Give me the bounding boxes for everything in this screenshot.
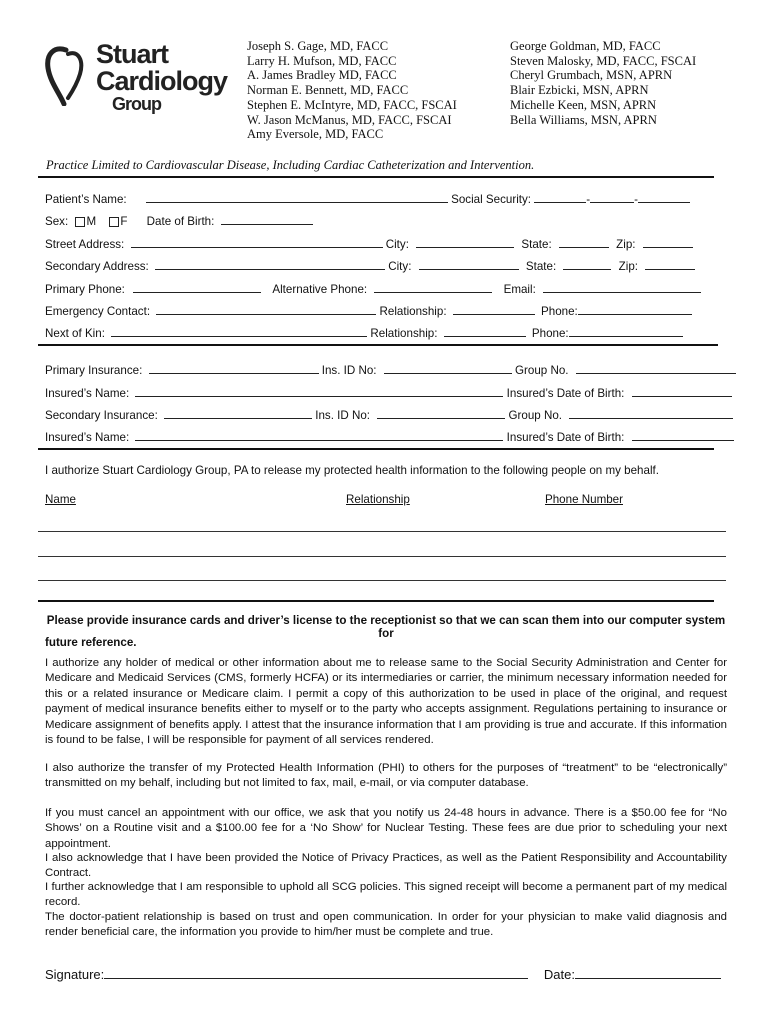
phone-label-2: Phone: <box>531 327 569 340</box>
signature-row <box>45 964 721 982</box>
ssn-field-2[interactable] <box>590 190 634 203</box>
email-field[interactable] <box>543 280 701 293</box>
doctor-name-left-2: Larry H. Mufson, MD, FACC <box>247 53 397 68</box>
zip-field-2[interactable] <box>645 257 695 270</box>
people-header-relationship: Relationship <box>346 493 410 506</box>
city-label: City: <box>385 238 409 251</box>
paragraph-privacy: I also acknowledge that I have been provided the Notice of Privacy Practices, as well as the Patient Responsibility and Accountability Contract. <box>45 852 727 880</box>
person-line-2[interactable] <box>38 556 726 557</box>
kin-row <box>45 324 683 340</box>
doctor-list-right <box>510 39 696 127</box>
ins-id-label-2: Ins. ID No: <box>315 409 371 422</box>
paragraph-cancellation: If you must cancel an appointment with our office, we ask that you notify us 24-48 hours in advance. There is a $50.00 fee for “No Shows’ on a Routine visit and a $100.00 fee for a ‘No Show’ for Nuclear Testing. These fees are due prior to scheduling your next appointment. <box>45 807 727 850</box>
paragraph-phi-transfer: I also authorize the transfer of my Protected Health Information (PHI) to others for the purposes of “treatment” to be “electronically” transmitted on my behalf, including but not limited to fax, mail, e-mail, or via computer database. <box>45 762 727 790</box>
divider <box>38 344 718 346</box>
primary-insurance-field[interactable] <box>149 361 319 374</box>
date-label: Date: <box>543 967 575 982</box>
insured-dob-label-2: Insured’s Date of Birth: <box>506 431 625 444</box>
paragraph-relationship: The doctor-patient relationship is based on trust and open communication. In order for your physician to make valid diagnosis and render beneficial care, the information you provide to him/her must be complete and true. <box>45 911 727 939</box>
divider <box>38 448 714 450</box>
secondary-insurance-row <box>45 406 733 422</box>
authorize-people-text: I authorize Stuart Cardiology Group, PA to release my protected health information to the following people on my behalf. <box>45 464 659 477</box>
ssn-field-1[interactable] <box>534 190 586 203</box>
insured-name-field-2[interactable] <box>135 428 503 441</box>
heart-logo-icon <box>44 44 84 106</box>
doctor-name-left-1: Joseph S. Gage, MD, FACC <box>247 39 389 53</box>
street-row <box>45 235 693 251</box>
insured-name-field[interactable] <box>135 384 503 397</box>
logo-word-1: Stuart <box>96 39 169 69</box>
male-checkbox[interactable] <box>75 217 85 227</box>
city-label-2: City: <box>388 260 412 273</box>
paragraph-policies: I further acknowledge that I am responsible to uphold all SCG policies. This signed receipt will become a permanent part of my medical record. <box>45 881 727 909</box>
phone-label: Phone: <box>541 305 578 318</box>
logo-word-3: Group <box>112 94 161 114</box>
insured-name-row-2 <box>45 428 734 444</box>
ins-id-field-2[interactable] <box>377 406 505 419</box>
doctor-name-right-2: Steven Malosky, MD, FACC, FSCAI <box>510 53 697 68</box>
emergency-label: Emergency Contact: <box>45 305 151 318</box>
alt-phone-field[interactable] <box>374 280 492 293</box>
practice-tagline: Practice Limited to Cardiovascular Disease, Including Cardiac Catheterization and Intervention. <box>46 158 535 172</box>
person-line-1[interactable] <box>38 531 726 532</box>
person-line-3[interactable] <box>38 580 726 581</box>
signature-label: Signature: <box>45 967 105 982</box>
zip-field[interactable] <box>643 235 693 248</box>
insured-dob-field-2[interactable] <box>632 428 734 441</box>
state-label-2: State: <box>525 260 557 273</box>
state-field-2[interactable] <box>563 257 611 270</box>
doctor-name-left-7: Amy Eversole, MD, FACC <box>247 127 384 142</box>
kin-label: Next of Kin: <box>45 327 105 340</box>
doctor-list-left <box>247 39 457 142</box>
relationship-label: Relationship: <box>379 305 447 318</box>
street-label: Street Address: <box>45 238 125 251</box>
kin-field[interactable] <box>111 324 367 337</box>
group-label: Group No. <box>515 364 569 377</box>
doctor-name-right-1: George Goldman, MD, FACC <box>510 39 661 53</box>
city-field[interactable] <box>416 235 514 248</box>
logo-word-2: Cardiology <box>96 66 228 96</box>
divider <box>38 600 714 602</box>
female-label: F <box>120 215 128 228</box>
group-field-2[interactable] <box>569 406 733 419</box>
kin-phone-field[interactable] <box>569 324 683 337</box>
ssn-label: Social Security: <box>451 193 532 206</box>
sex-dob-row <box>45 212 313 228</box>
sex-label: Sex: <box>45 215 69 228</box>
zip-label: Zip: <box>616 238 636 251</box>
city-field-2[interactable] <box>419 257 519 270</box>
group-field[interactable] <box>576 361 736 374</box>
secondary-address-row <box>45 257 695 273</box>
people-header-name: Name <box>45 493 76 506</box>
state-label: State: <box>521 238 552 251</box>
relationship-label-2: Relationship: <box>370 327 438 340</box>
secondary-insurance-label: Secondary Insurance: <box>45 409 158 422</box>
ins-id-field[interactable] <box>384 361 512 374</box>
emergency-row <box>45 302 692 318</box>
doctor-name-left-5: Stephen E. McIntyre, MD, FACC, FSCAI <box>247 97 457 112</box>
primary-insurance-label: Primary Insurance: <box>45 364 143 377</box>
street-field[interactable] <box>131 235 383 248</box>
doctor-name-right-6: Bella Williams, MSN, APRN <box>510 112 657 127</box>
signature-field[interactable] <box>104 964 528 979</box>
doctor-name-right-5: Michelle Keen, MSN, APRN <box>510 97 657 112</box>
secondary-address-field[interactable] <box>155 257 385 270</box>
email-label: Email: <box>503 283 536 296</box>
secondary-insurance-field[interactable] <box>164 406 312 419</box>
patient-name-label: Patient’s Name: <box>45 193 127 206</box>
doctor-name-right-3: Cheryl Grumbach, MSN, APRN <box>510 68 673 83</box>
notice-bold-line-1: Please provide insurance cards and driver’s license to the receptionist so that we can scan them into our computer system for <box>46 614 726 640</box>
phone-row <box>45 280 701 296</box>
doctor-name-left-3: A. James Bradley MD, FACC <box>247 68 397 83</box>
people-header-phone: Phone Number <box>545 493 623 506</box>
date-field[interactable] <box>575 964 721 979</box>
dob-label: Date of Birth: <box>146 215 215 228</box>
doctor-name-left-6: W. Jason McManus, MD, FACC, FSCAI <box>247 112 452 127</box>
emergency-phone-field[interactable] <box>578 302 692 315</box>
patient-name-field[interactable] <box>146 190 448 203</box>
notice-bold-line-2: future reference. <box>45 636 137 649</box>
dob-field[interactable] <box>221 212 313 225</box>
doctor-name-left-4: Norman E. Bennett, MD, FACC <box>247 83 409 98</box>
male-label: M <box>86 215 97 228</box>
divider <box>38 176 714 178</box>
patient-name-row: Patient’s Name: Social Security: - - <box>45 190 690 206</box>
insured-dob-field[interactable] <box>632 384 732 397</box>
primary-phone-label: Primary Phone: <box>45 283 125 296</box>
doctor-name-right-4: Blair Ezbicki, MSN, APRN <box>510 83 649 98</box>
ins-id-label: Ins. ID No: <box>321 364 377 377</box>
group-label-2: Group No. <box>508 409 562 422</box>
secondary-address-label: Secondary Address: <box>45 260 149 273</box>
insured-name-label: Insured’s Name: <box>45 387 130 400</box>
insured-dob-label: Insured’s Date of Birth: <box>506 387 625 400</box>
practice-logo <box>44 38 228 118</box>
paragraph-authorization: I authorize any holder of medical or other information about me to release same to the Social Security Administration and Center for Medicare and Medicaid Services (CMS, formerly HCFA) or its intermediaries or carrier, the minimum necessary information needed for this or a related insurance or Medicare claim. I permit a copy of this authorization to be used in place of the original, and request payment of medical insurance benefits either to myself or to the party who accepts assignment. Regulations pertaining to insurance or Medicare assignment of benefits apply. I attest that the insurance information that I am providing is true and accurate. If this information is found to be false, I will be responsible for payment of all services rendered. <box>45 657 727 747</box>
zip-label-2: Zip: <box>618 260 638 273</box>
female-checkbox[interactable] <box>109 217 119 227</box>
emergency-field[interactable] <box>156 302 376 315</box>
ssn-field-3[interactable] <box>638 190 690 203</box>
insured-name-label-2: Insured’s Name: <box>45 431 130 444</box>
relationship-field[interactable] <box>453 302 535 315</box>
state-field[interactable] <box>559 235 609 248</box>
primary-phone-field[interactable] <box>133 280 261 293</box>
alt-phone-label: Alternative Phone: <box>272 283 368 296</box>
insured-name-row <box>45 384 732 400</box>
relationship-field-2[interactable] <box>444 324 526 337</box>
primary-insurance-row <box>45 361 736 377</box>
